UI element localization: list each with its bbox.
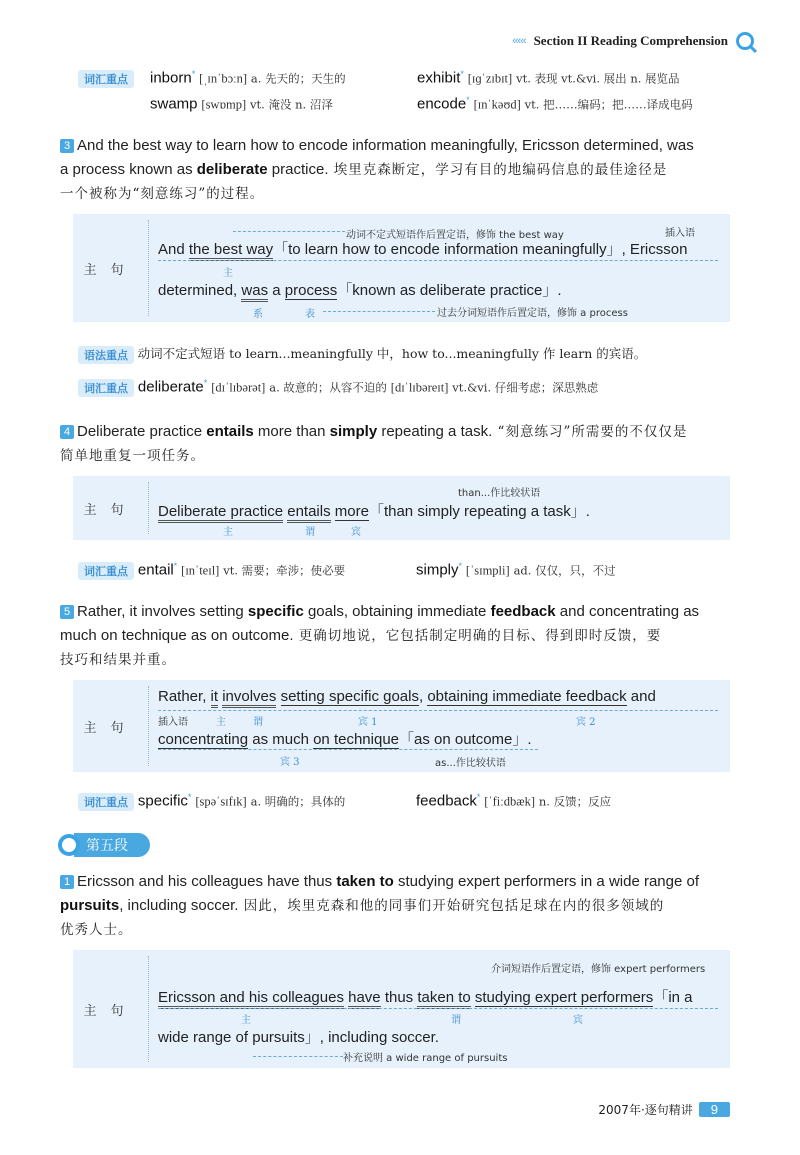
annotation: 补充说明 a wide range of pursuits	[343, 1053, 508, 1064]
analysis-line-1: Ericsson and his colleagues have thus taken to studying expert performers「in a	[158, 986, 693, 1007]
sentence-5: 5 Rather, it involves setting specific goals, obtaining immediate feedback and concentrating as much on technique as on outcome. 更确切地说，它包括制定明确的目标、得到即时反馈，要 技巧和结果并重。	[60, 603, 700, 668]
vocab-item: 词汇重点 deliberate* [dɪˈlɪbərət] a. 故意的；从容不迫的 [dɪˈlɪbəreɪt] vt.&vi. 仔细考虑；深思熟虑	[78, 378, 598, 397]
sentence-3: 3 And the best way to learn how to encode information meaningfully, Ericsson determined, was a process known as deliberate practice. 埃里克森断定，学习有目的地编码信息的最佳途径是 一个被称为“刻意练习”的过程。	[60, 137, 694, 202]
sentence-number: 1	[60, 875, 74, 889]
vocab-block-top	[78, 70, 134, 88]
box-label: 主句	[83, 1003, 138, 1019]
annotation: 动词不定式短语作后置定语，修饰 the best way	[346, 230, 564, 241]
vocab-tag: 词汇重点	[78, 793, 134, 811]
star-icon: *	[203, 378, 208, 388]
section-heading	[58, 833, 150, 857]
annotation: 插入语	[665, 228, 695, 239]
vocab-item: 词汇重点 specific* [spəˈsɪfɪk] a. 明确的；具体的	[78, 792, 345, 811]
box-label: 主句	[83, 720, 138, 736]
sentence-number: 3	[60, 139, 74, 153]
analysis-line-1: Deliberate practice entails more「than simply repeating a task」.	[158, 500, 590, 521]
footer-text: 2007年·逐句精讲	[598, 1103, 693, 1117]
star-icon: *	[466, 95, 470, 105]
vocab-item: inborn* [ˌɪnˈbɔːn] a. 先天的；天生的	[150, 69, 346, 87]
sentence-1: 1 Ericsson and his colleagues have thus taken to studying expert performers in a wide range of pursuits, including soccer. 因此，埃里克森和他的同事们开始研究包括足球在内的很多领域的 优秀人士。	[60, 873, 699, 938]
star-icon: *	[191, 69, 196, 79]
vocab-item: exhibit* [ɪɡˈzɪbɪt] vt. 表现 vt.&vi. 展出 n. 展览品	[417, 69, 680, 87]
page-number: 9	[699, 1102, 730, 1117]
page-footer	[598, 1101, 730, 1118]
grammar-note: 语法重点 动词不定式短语 to learn...meaningfully 中，how to...meaningfully 作 learn 的宾语。	[78, 344, 646, 364]
analysis-line-1: And the best way「to learn how to encode information meaningfully」, Ericsson	[158, 238, 687, 259]
page-header	[512, 32, 754, 50]
vocab-tag: 词汇重点	[78, 379, 134, 397]
section-title: Section II Reading Comprehension	[533, 33, 728, 48]
vocab-tag: 词汇重点	[78, 70, 134, 88]
sentence-analysis-4: 主句 than...作比较状语 Deliberate practice entails more「than simply repeating a task」. 主 谓 宾	[73, 476, 730, 540]
star-icon: *	[458, 561, 463, 571]
sentence-number: 4	[60, 425, 74, 439]
annotation: 过去分词短语作后置定语，修饰 a process	[437, 308, 628, 319]
box-label: 主句	[83, 502, 138, 518]
analysis-line-2: wide range of pursuits」, including soccer.	[158, 1029, 439, 1046]
annotation: 介词短语作后置定语，修饰 expert performers	[491, 964, 706, 975]
sentence-analysis-3: 主句 动词不定式短语作后置定语，修饰 the best way 插入语 And the best way「to learn how to encode information meaningfully」, Ericsson 主 determined, was a process「known as deliberate practice」. 系 表 过去分词短语作后置定语，修饰 a process	[73, 214, 730, 322]
box-label: 主句	[83, 262, 138, 278]
analysis-line-2: determined, was a process「known as deliberate practice」.	[158, 279, 562, 300]
arrow-icons: ‹‹‹‹‹	[512, 35, 526, 47]
section-heading-label: 第五段	[74, 833, 150, 857]
sentence-analysis-6: 主句 介词短语作后置定语，修饰 expert performers Ericsson and his colleagues have thus taken to studying expert performers「in a 主 谓 宾 wide range of pursuits」, including soccer. 补充说明 a wide range of pursuits	[73, 950, 730, 1068]
analysis-line-1: Rather, it involves setting specific goals, obtaining immediate feedback and	[158, 688, 656, 705]
sentence-analysis-5: 主句 Rather, it involves setting specific goals, obtaining immediate feedback and 插入语 主 谓 宾 1 宾 2 concentrating as much on technique「as on outcome」. 宾 3 as...作比较状语	[73, 680, 730, 772]
star-icon: *	[173, 561, 178, 571]
vocab-item: 词汇重点 entail* [ɪnˈteɪl] vt. 需要；牵涉；使必要	[78, 561, 345, 580]
vocab-item: simply* [ˈsɪmpli] ad. 仅仅，只，不过	[416, 561, 616, 579]
annotation: than...作比较状语	[458, 488, 541, 499]
grammar-tag: 语法重点	[78, 346, 134, 364]
vocab-item: encode* [ɪnˈkəʊd] vt. 把……编码；把……译成电码	[417, 95, 693, 113]
vocab-item: swamp [swɒmp] vt. 淹没 n. 沼泽	[150, 95, 333, 113]
sentence-number: 5	[60, 605, 74, 619]
vocab-item: feedback* [ˈfiːdbæk] n. 反馈；反应	[416, 792, 612, 810]
magnifier-icon	[58, 834, 80, 856]
sentence-4: 4 Deliberate practice entails more than simply repeating a task. “刻意练习”所需要的不仅仅是 简单地重复一项任务。	[60, 423, 688, 464]
star-icon: *	[187, 792, 192, 802]
annotation: as...作比较状语	[435, 758, 506, 769]
star-icon: *	[476, 792, 481, 802]
search-icon	[736, 32, 754, 50]
star-icon: *	[460, 69, 464, 79]
analysis-line-2: concentrating as much on technique「as on outcome」.	[158, 731, 532, 748]
vocab-tag: 词汇重点	[78, 562, 134, 580]
